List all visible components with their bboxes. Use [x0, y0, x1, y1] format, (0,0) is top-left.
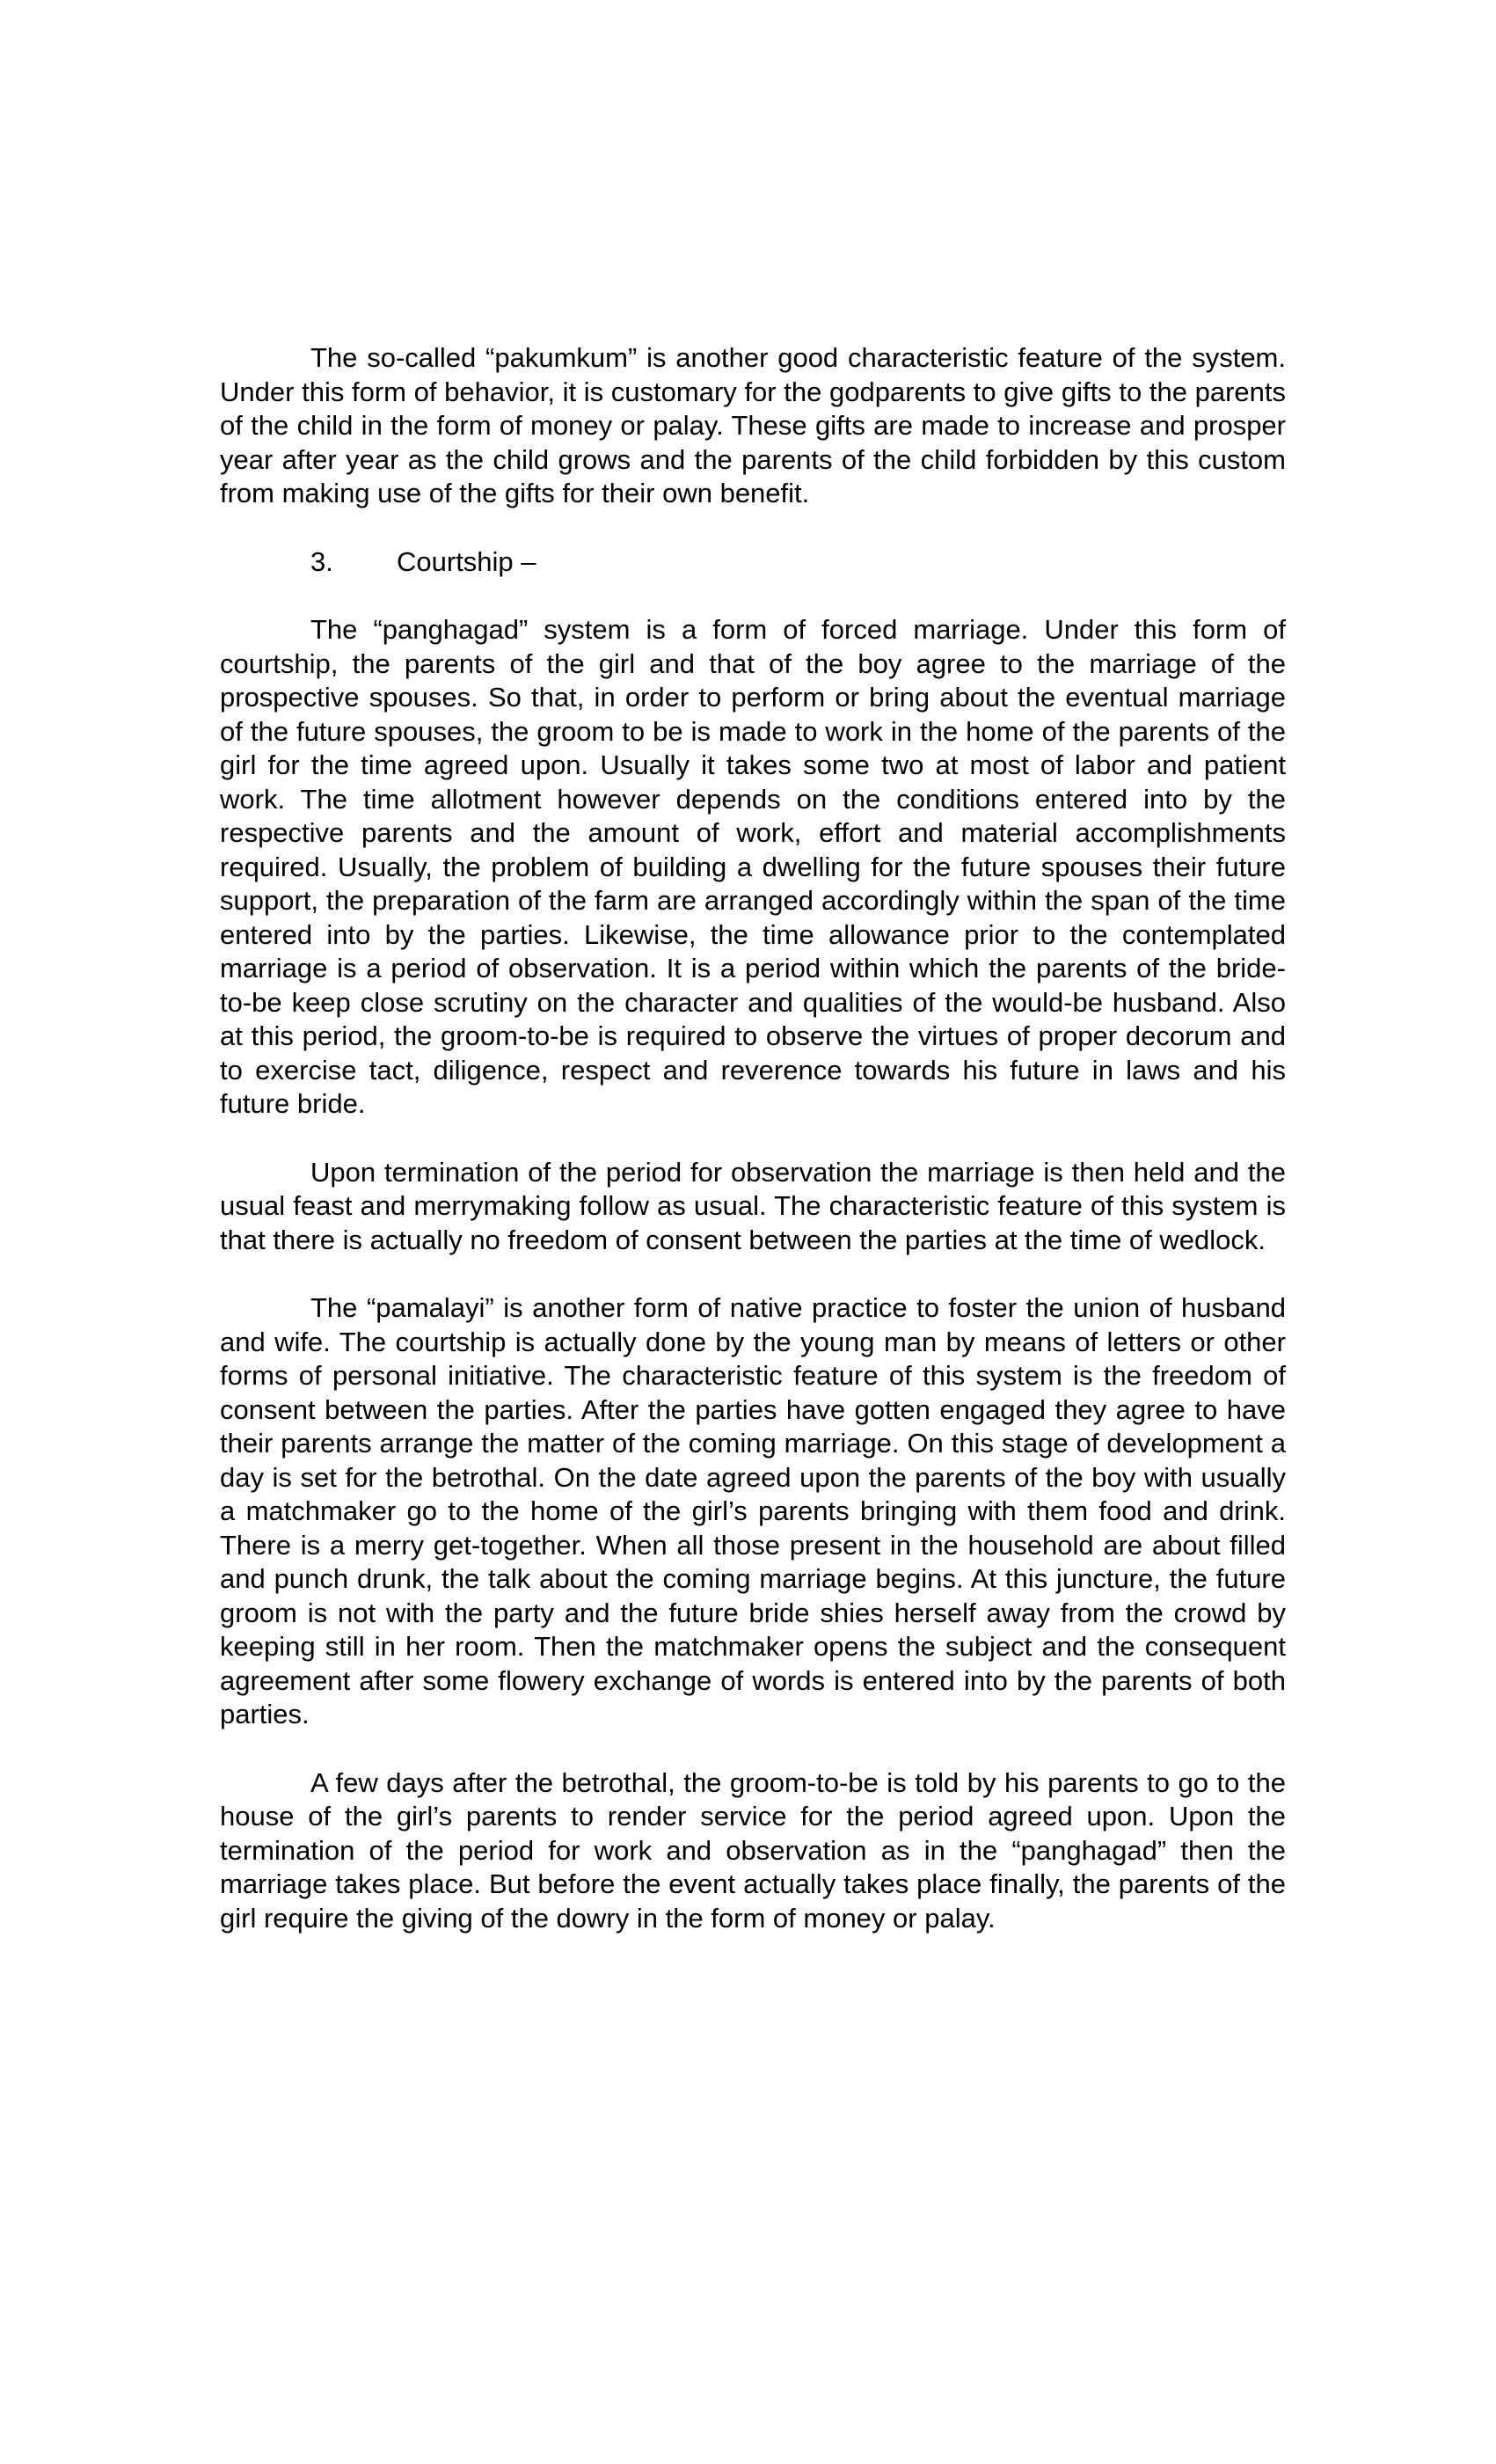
paragraph-panghagad: The “panghagad” system is a form of forced marriage. Under this form of courtship, the parents of the girl and that of the boy agree to the marriage of the prospective spouses. So that, in order to perform or bring about the eventual marriage of the future spouses, the groom to be is made to work in the home of the parents of the girl for the time agreed upon. Usually it takes some two at most of labor and patient work. The time allotment however depends on the conditions entered into by the respective parents and the amount of work, effort and material accomplishments required. Usually, the problem of building a dwelling for the future spouses their future support, the preparation of the farm are arranged accordingly within the span of the time entered into by the parties. Likewise, the time allowance prior to the contemplated marriage is a period of observation. It is a period within which the parents of the bride-to-be keep close scrutiny on the character and qualities of the would-be husband. Also at this period, the groom-to-be is required to observe the virtues of proper decorum and to exercise tact, diligence, respect and reverence towards his future in laws and his future bride.: [220, 614, 1286, 1119]
section-heading-courtship: [220, 545, 1286, 580]
paragraph-pakumkum: The so-called “pakumkum” is another good characteristic feature of the system. Under this form of behavior, it is customary for the godparents to give gifts to the parents of the child in the form of money or palay. These gifts are made to increase and prosper year after year as the child grows and the parents of the child forbidden by this custom from making use of the gifts for their own benefit.: [220, 342, 1286, 508]
section-title: Courtship –: [397, 545, 536, 577]
paragraph-betrothal: A few days after the betrothal, the groom-to-be is told by his parents to go to the house of the girl’s parents to render service for the period agreed upon. Upon the termination of the period for work and observation as in the “panghagad” then the marriage takes place. But before the event actually takes place finally, the parents of the girl require the giving of the dowry in the form of money or palay.: [220, 1766, 1286, 1934]
document-page: [220, 341, 1286, 1970]
section-number: 3.: [310, 545, 333, 577]
paragraph-pamalayi: The “pamalayi” is another form of native practice to foster the union of husband and wife. The courtship is actually done by the young man by means of letters or other forms of personal initiative. The characteristic feature of this system is the freedom of consent between the parties. After the parties have gotten engaged they agree to have their parents arrange the matter of the coming marriage. On this stage of development a day is set for the betrothal. On the date agreed upon the parents of the boy with usually a matchmaker go to the home of the girl’s parents bringing with them food and drink. There is a merry get-together. When all those present in the household are about filled and punch drunk, the talk about the coming marriage begins. At this juncture, the future groom is not with the party and the future bride shies herself away from the crowd by keeping still in her room. Then the matchmaker opens the subject and the consequent agreement after some flowery exchange of words is entered into by the parents of both parties.: [220, 1292, 1286, 1729]
paragraph-observation-termination: Upon termination of the period for observation the marriage is then held and the usual feast and merrymaking follow as usual. The characteristic feature of this system is that there is actually no freedom of consent between the parties at the time of wedlock.: [220, 1156, 1286, 1255]
